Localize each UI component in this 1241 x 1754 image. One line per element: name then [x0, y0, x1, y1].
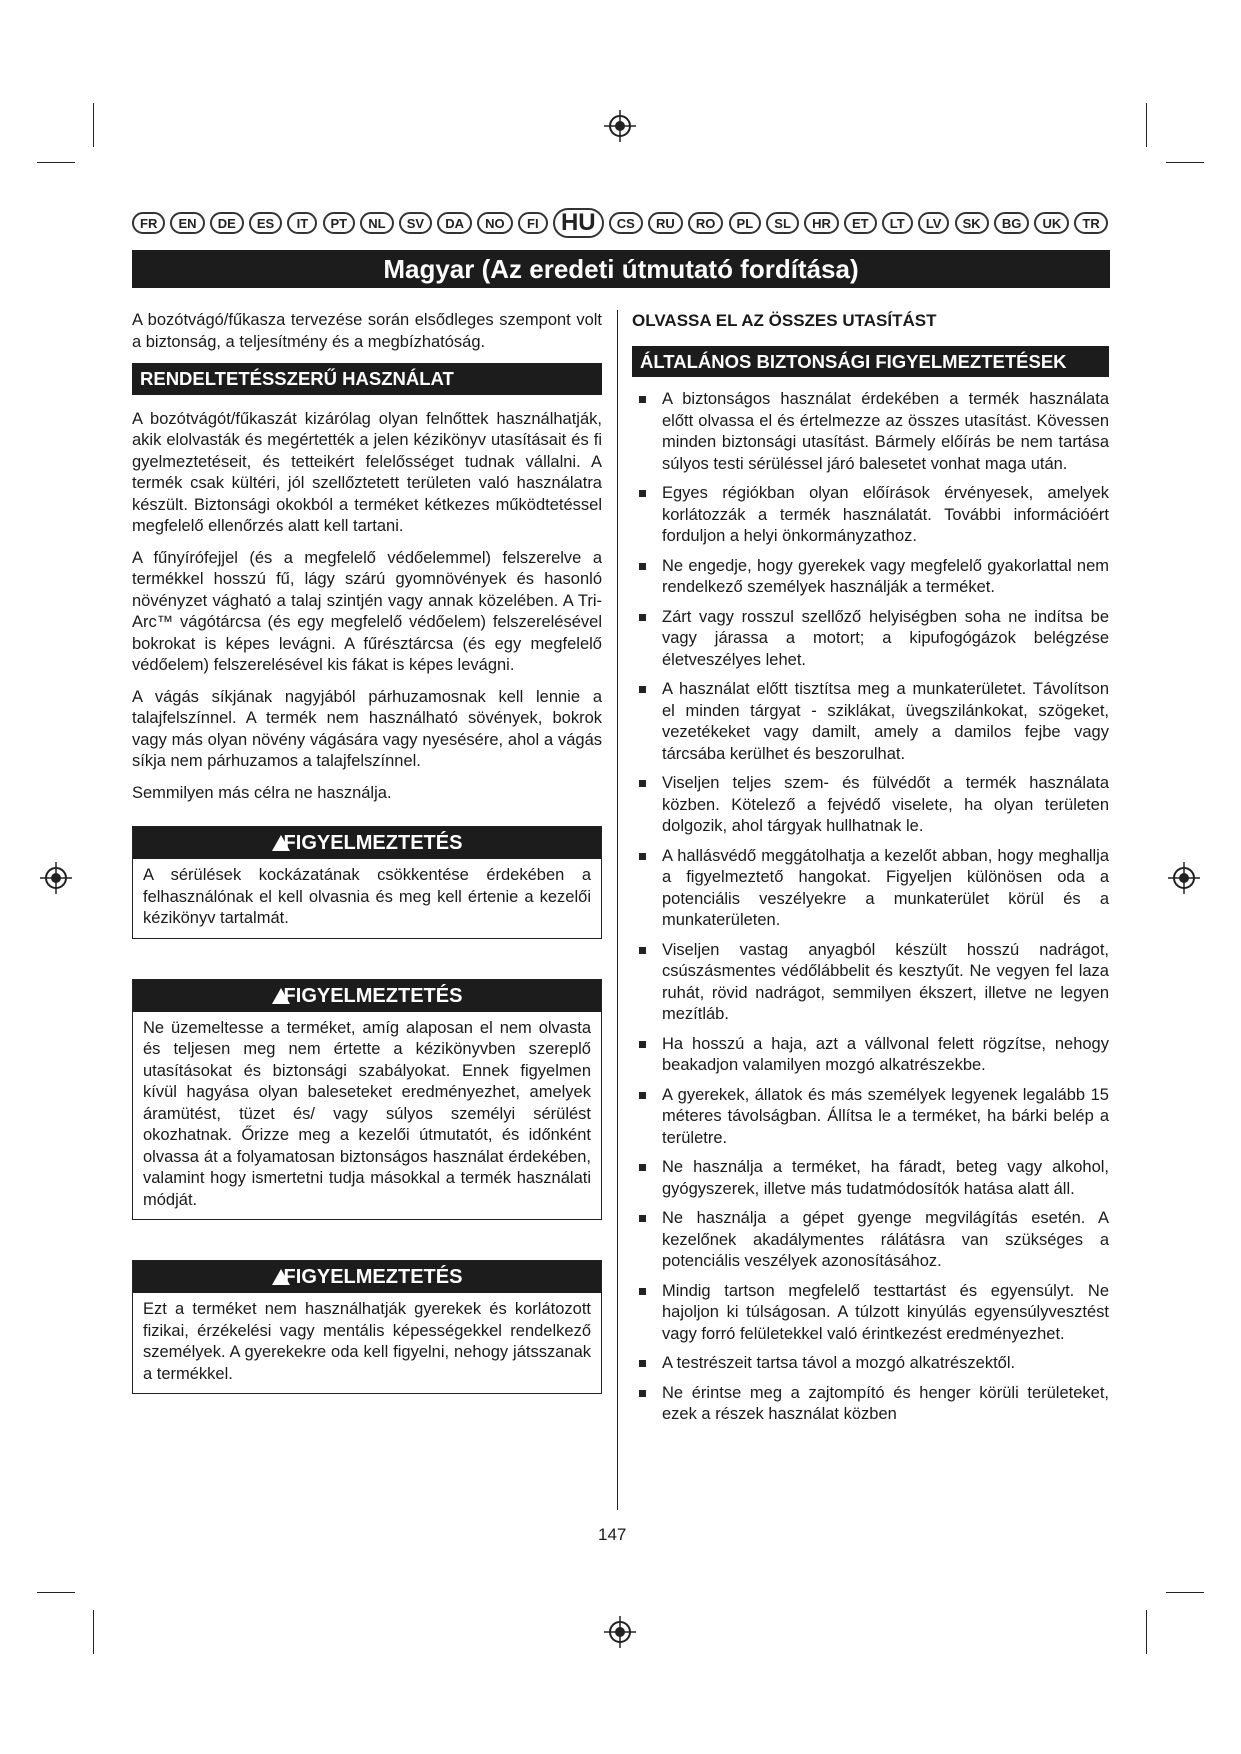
language-option-lt[interactable]: LT — [882, 212, 913, 234]
safety-bullet-item: A testrészeit tartsa távol a mozgó alkatrészektől. — [632, 1353, 1109, 1375]
crop-mark — [93, 103, 94, 147]
safety-bullet-item: Ne használja a gépet gyenge megvilágítás esetén. A kezelőnek akadálymentes rálátásra van szükséges a potenciális veszélyek azonosításához. — [632, 1208, 1109, 1273]
page-title: Magyar (Az eredeti útmutató fordítása) — [132, 250, 1110, 288]
language-option-fi[interactable]: FI — [518, 212, 548, 234]
warning-heading: FIGYELMEZTETÉS — [133, 1261, 601, 1293]
crop-mark — [1146, 103, 1147, 147]
crop-mark — [93, 1610, 94, 1654]
registration-mark-icon — [604, 1616, 636, 1648]
section-heading-general-safety: ÁLTALÁNOS BIZTONSÁGI FIGYELMEZTETÉSEK — [632, 346, 1109, 378]
language-option-it[interactable]: IT — [287, 212, 317, 234]
safety-bullet-item: Ne engedje, hogy gyerekek vagy megfelelő gyakorlattal nem rendelkező személyek használják a terméket. — [632, 556, 1109, 599]
safety-bullet-item: Zárt vagy rosszul szellőző helyiségben soha ne indítsa be vagy járassa a motort; a kipufogógázok belégzése életveszélyes lehet. — [632, 607, 1109, 672]
body-paragraph: A vágás síkjának nagyjából párhuzamosnak kell lennie a talajfelszínnel. A termék nem használható sövények, bokrok vagy más olyan növény vágására vagy nyesésére, ahol a vágás síkja nem párhuzamos a talajfelszínnel. — [132, 687, 602, 770]
crop-mark — [1146, 1610, 1147, 1654]
page-number: 147 — [598, 1525, 627, 1544]
body-paragraph: Semmilyen más célra ne használja. — [132, 783, 392, 802]
registration-mark-icon — [40, 862, 72, 894]
section-heading-intended-use: RENDELTETÉSSZERŰ HASZNÁLAT — [132, 363, 602, 395]
safety-bullet-item: Viseljen teljes szem- és fülvédőt a termék használata közben. Kötelező a fejvédő viselete, ha olyan területen dolgozik, ahol tárgyak hullhatnak le. — [632, 773, 1109, 838]
language-option-ru[interactable]: RU — [648, 212, 683, 234]
safety-bullet-item: A biztonságos használat érdekében a termék használata előtt olvassa el és értelmezze az összes utasítást. Kövessen minden biztonsági utasítást. Bármely előírás be nem tartása súlyos testi sérüléssel járó balesetet vonhat maga után. — [632, 389, 1109, 475]
warning-box — [132, 979, 602, 1221]
left-column — [132, 310, 602, 1434]
language-option-pl[interactable]: PL — [729, 212, 762, 234]
language-option-sv[interactable]: SV — [399, 212, 432, 234]
language-option-hr[interactable]: HR — [804, 212, 839, 234]
warning-text: Ezt a terméket nem használhatják gyerekek és korlátozott fizikai, érzékelési vagy mentális képességekkel rendelkező személyek. A gyerekekre oda kell figyelni, nehogy játsszanak a termékkel. — [143, 1300, 591, 1383]
safety-bullet-item: Ne használja a terméket, ha fáradt, beteg vagy alkohol, gyógyszerek, illetve más tudatmódosítók hatása alatt áll. — [632, 1157, 1109, 1200]
language-option-no[interactable]: NO — [477, 212, 513, 234]
warning-box — [132, 826, 602, 939]
warning-box — [132, 1260, 602, 1394]
crop-mark — [37, 162, 75, 163]
language-option-da[interactable]: DA — [437, 212, 472, 234]
body-paragraph: A fűnyírófejjel (és a megfelelő védőelemmel) felszerelve a termékkel hosszú fű, lágy szárú gyomnövények és hasonló növényzet vágható a talaj szintjén vagy annak közelében. A Tri-Arc™ vágótárcsa (és egy megfelelő védőelem) felszerelésével bokrokat is képes levágni. A fűrésztárcsa (és egy megfelelő védőelem) felszerelésével kis fákat is képes levágni. — [132, 548, 602, 674]
read-all-heading: OLVASSA EL AZ ÖSSZES UTASÍTÁST — [632, 311, 937, 330]
language-option-sl[interactable]: SL — [766, 212, 799, 234]
safety-bullet-item: A hallásvédő meggátolhatja a kezelőt abban, hogy meghallja a figyelmeztető hangokat. Figyeljen különösen oda a potenciális veszélyekre a munkaterület körül és a munkaterületen. — [632, 846, 1109, 932]
intro-paragraph: A bozótvágó/fűkasza tervezése során elsődleges szempont volt a biztonság, a teljesítmény és a megbízhatóság. — [132, 311, 602, 351]
registration-mark-icon — [604, 110, 636, 142]
warning-heading: FIGYELMEZTETÉS — [133, 980, 601, 1012]
language-option-es[interactable]: ES — [249, 212, 282, 234]
language-option-bg[interactable]: BG — [994, 212, 1030, 234]
body-paragraph: A bozótvágót/fűkaszát kizárólag olyan felnőttek használhatják, akik elolvasták és megértették a jelen kézikönyv utasításait és fi gyelmeztetéseit, és tetteikért felelősséget tudnak vállalni. A termék csak kültéri, jól szellőztetett területen való használatra készült. Biztonsági okokból a terméket kétkezes működtetéssel megfelelő ellenőrzés alatt kell tartani. — [132, 409, 602, 535]
language-option-et[interactable]: ET — [844, 212, 877, 234]
safety-bullet-item: Egyes régiókban olyan előírások érvényesek, amelyek korlátozzák a termék használatát. További információért forduljon a helyi önkormányzathoz. — [632, 483, 1109, 548]
language-option-cs[interactable]: CS — [609, 212, 643, 234]
column-divider — [617, 310, 618, 1510]
safety-bullet-item: Ha hosszú a haja, azt a vállvonal felett rögzítse, nehogy beakadjon valamilyen mozgó alkatrészekbe. — [632, 1034, 1109, 1077]
language-selector — [132, 208, 1108, 238]
safety-bullet-item: Ne érintse meg a zajtompító és henger körüli területeket, ezek a részek használat közben — [632, 1383, 1109, 1426]
warning-text: A sérülések kockázatának csökkentése érdekében a felhasználónak el kell olvasnia és meg kell értenie a kezelői kézikönyv tartalmát. — [143, 866, 591, 927]
language-option-lv[interactable]: LV — [918, 212, 950, 234]
registration-mark-icon — [1168, 862, 1200, 894]
safety-bullet-item: A használat előtt tisztítsa meg a munkaterületet. Távolítson el minden tárgyat - sziklákat, üvegszilánkokat, szögeket, vezetékeket vagy damilt, amely a damilos fejbe vagy tárcsába kerülhet és beszorulhat. — [632, 679, 1109, 765]
language-option-fr[interactable]: FR — [132, 212, 165, 234]
safety-bullet-item: Viseljen vastag anyagból készült hosszú nadrágot, csúszásmentes védőlábbelit és kesztyűt. Ne vegyen fel laza ruhát, rövid nadrágot, semmilyen ékszert, illetve ne legyen mezítláb. — [632, 940, 1109, 1026]
crop-mark — [1166, 162, 1204, 163]
language-option-en[interactable]: EN — [170, 212, 204, 234]
crop-mark — [1166, 1592, 1204, 1593]
safety-bullet-list — [632, 389, 1109, 1426]
language-option-tr[interactable]: TR — [1074, 212, 1107, 234]
right-column — [632, 310, 1109, 1434]
language-option-de[interactable]: DE — [210, 212, 244, 234]
safety-bullet-item: Mindig tartson megfelelő testtartást és egyensúlyt. Ne hajoljon ki túlságosan. A túlzott kinyúlás egyensúlyvesztést vagy forró felületekkel való érintkezést eredményezhet. — [632, 1281, 1109, 1346]
crop-mark — [37, 1592, 75, 1593]
language-option-uk[interactable]: UK — [1034, 212, 1069, 234]
safety-bullet-item: A gyerekek, állatok és más személyek legyenek legalább 15 méteres távolságban. Állítsa le a terméket, ha bárki belép a területre. — [632, 1085, 1109, 1150]
language-option-sk[interactable]: SK — [955, 212, 989, 234]
warning-heading: FIGYELMEZTETÉS — [133, 827, 601, 859]
warning-text: Ne üzemeltesse a terméket, amíg alaposan el nem olvasta és teljesen meg nem értette a kézikönyvben szereplő utasításokat és biztonsági szabályokat. Ennek figyelmen kívül hagyása olyan baleseteket eredményezhet, amelyek áramütést, tüzet és/ vagy súlyos személyi sérülést okozhatnak. Őrizze meg a kezelői útmutatót, és időnként olvassa át a folyamatosan biztonságos használat érdekében, valamint hogy ismertetni tudja másokkal a termék használati módját. — [143, 1018, 591, 1209]
language-option-ro[interactable]: RO — [688, 212, 724, 234]
language-option-nl[interactable]: NL — [360, 212, 393, 234]
language-option-hu[interactable]: HU — [553, 208, 604, 238]
language-option-pt[interactable]: PT — [323, 212, 356, 234]
